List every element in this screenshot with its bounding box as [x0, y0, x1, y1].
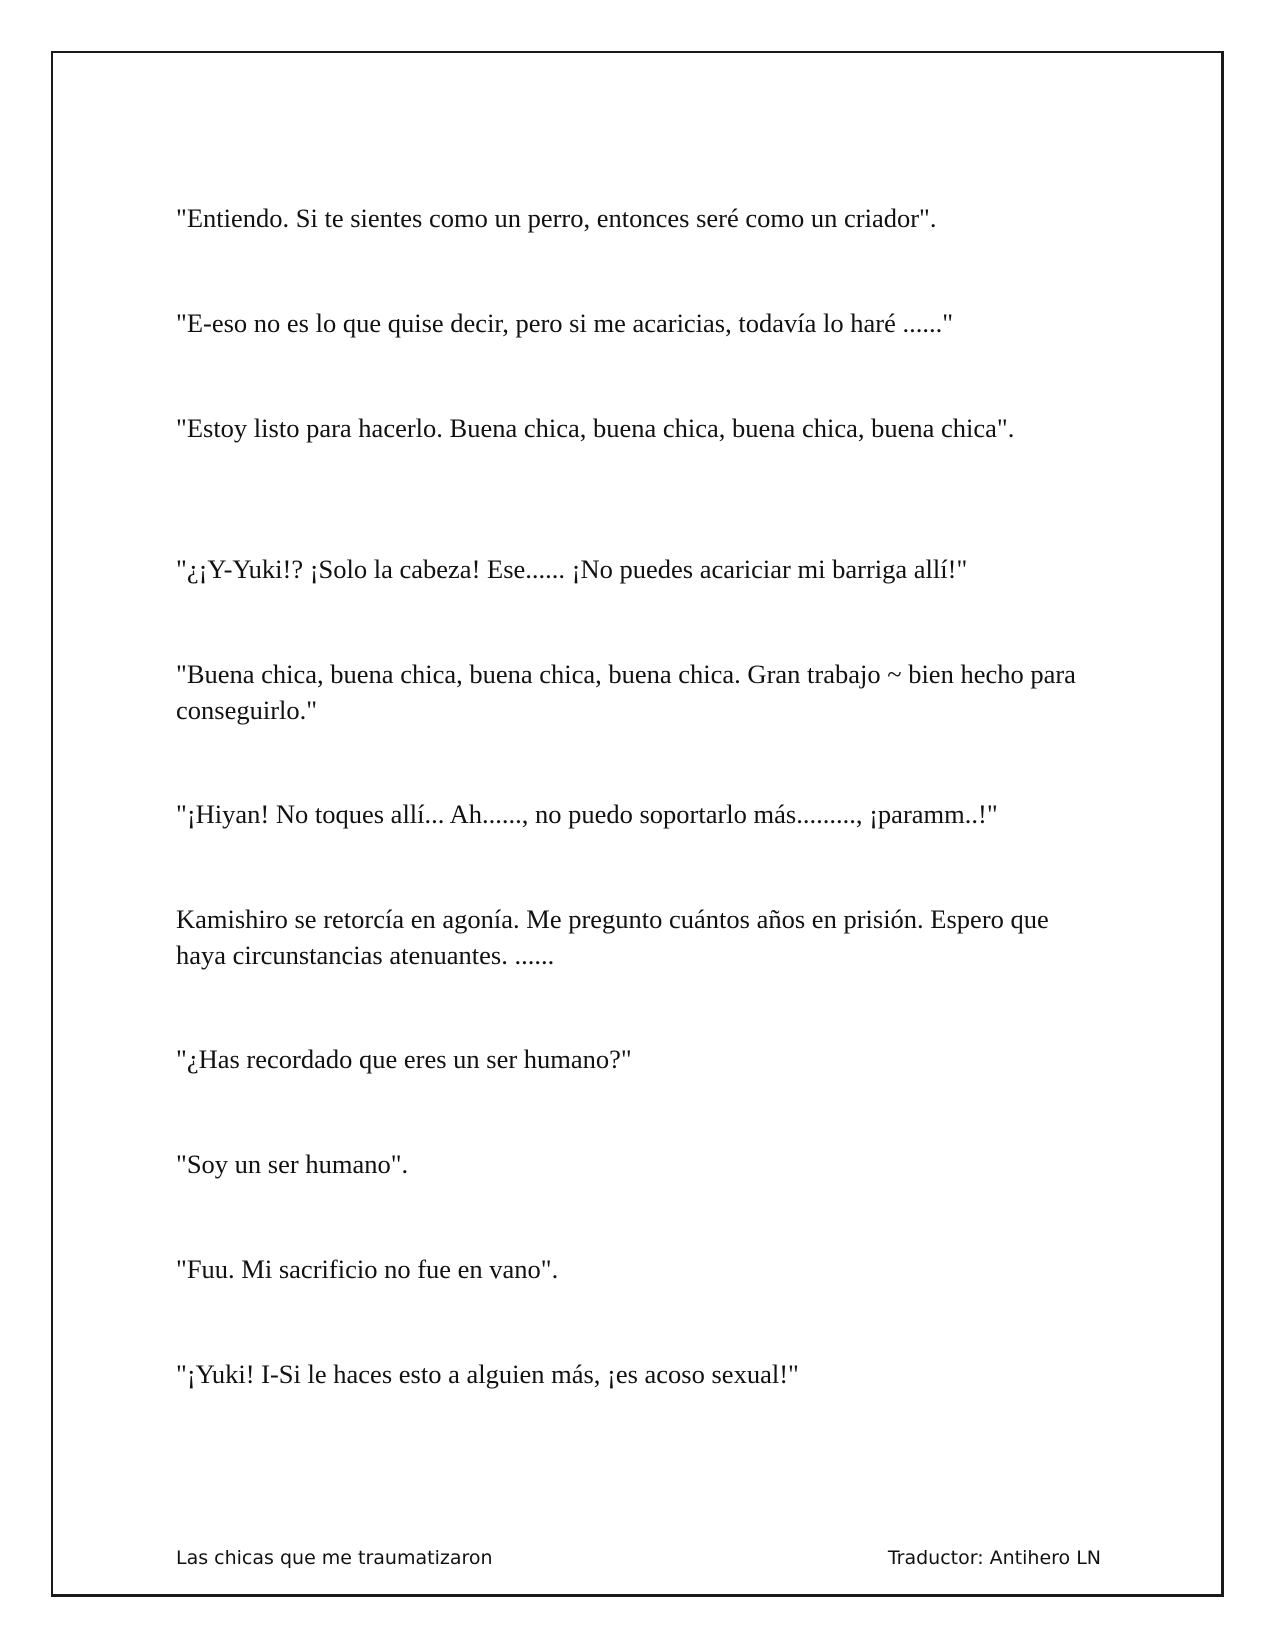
paragraph: "Entiendo. Si te sientes como un perro, entonces seré como un criador". [176, 203, 937, 233]
footer-title: Las chicas que me traumatizaron [176, 1547, 493, 1569]
footer-translator: Traductor: Antihero LN [887, 1547, 1101, 1569]
paragraph: "¡Yuki! I-Si le haces esto a alguien más, ¡es acoso sexual!" [176, 1359, 799, 1389]
paragraph: "Fuu. Mi sacrificio no fue en vano". [176, 1254, 559, 1284]
paragraph: "Estoy listo para hacerlo. Buena chica, buena chica, buena chica, buena chica". [176, 413, 1015, 443]
paragraph: "E-eso no es lo que quise decir, pero si me acaricias, todavía lo haré ......" [176, 308, 954, 338]
paragraph: "¿¡Y-Yuki!? ¡Solo la cabeza! Ese...... ¡No puedes acariciar mi barriga allí!" [176, 554, 968, 584]
paragraph: "Soy un ser humano". [176, 1149, 409, 1179]
paragraph: "Buena chica, buena chica, buena chica, buena chica. Gran trabajo ~ bien hecho para conseguirlo." [176, 659, 1076, 725]
paragraph: "¿Has recordado que eres un ser humano?" [176, 1044, 632, 1074]
paragraph: "¡Hiyan! No toques allí... Ah......, no puedo soportarlo más........., ¡paramm..!" [176, 799, 998, 829]
paragraph: Kamishiro se retorcía en agonía. Me pregunto cuántos años en prisión. Espero que haya circunstancias atenuantes. ...... [176, 904, 1049, 970]
